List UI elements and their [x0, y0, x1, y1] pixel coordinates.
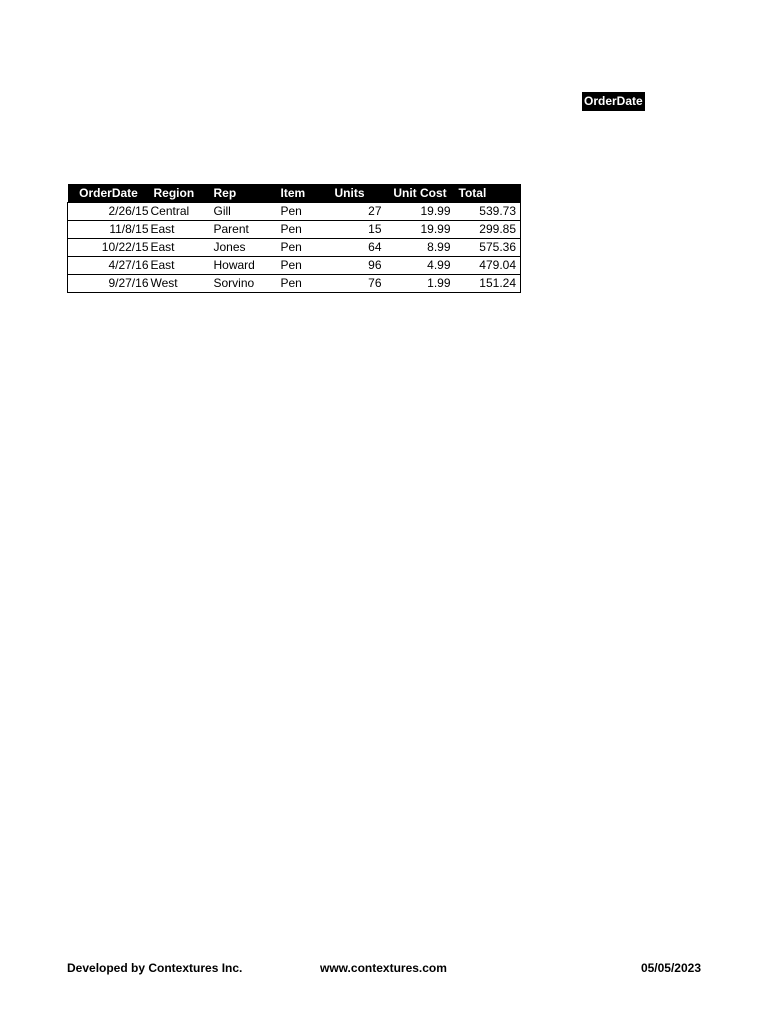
- cell-unit-cost[interactable]: 19.99: [386, 221, 455, 239]
- cell-orderdate[interactable]: 9/27/16: [68, 275, 150, 293]
- table-row: [68, 203, 521, 221]
- cell-unit-cost[interactable]: 8.99: [386, 239, 455, 257]
- cell-region[interactable]: East: [150, 239, 210, 257]
- column-header-orderdate[interactable]: OrderDate: [68, 184, 150, 203]
- cell-rep[interactable]: Gill: [210, 203, 277, 221]
- column-header-units[interactable]: Units: [331, 184, 386, 203]
- footer-website-link[interactable]: www.contextures.com: [320, 961, 447, 975]
- table-header-row: [68, 184, 521, 203]
- cell-unit-cost[interactable]: 4.99: [386, 257, 455, 275]
- cell-rep[interactable]: Jones: [210, 239, 277, 257]
- cell-region[interactable]: East: [150, 257, 210, 275]
- cell-item[interactable]: Pen: [277, 257, 331, 275]
- cell-item[interactable]: Pen: [277, 275, 331, 293]
- table-row: [68, 221, 521, 239]
- cell-item[interactable]: Pen: [277, 239, 331, 257]
- cell-total[interactable]: 575.36: [455, 239, 521, 257]
- cell-orderdate[interactable]: 4/27/16: [68, 257, 150, 275]
- cell-rep[interactable]: Howard: [210, 257, 277, 275]
- cell-unit-cost[interactable]: 19.99: [386, 203, 455, 221]
- cell-units[interactable]: 96: [331, 257, 386, 275]
- cell-orderdate[interactable]: 10/22/15: [68, 239, 150, 257]
- table-row: [68, 257, 521, 275]
- cell-total[interactable]: 151.24: [455, 275, 521, 293]
- cell-rep[interactable]: Sorvino: [210, 275, 277, 293]
- column-header-item[interactable]: Item: [277, 184, 331, 203]
- footer-date: 05/05/2023: [640, 961, 701, 975]
- cell-total[interactable]: 299.85: [455, 221, 521, 239]
- cell-orderdate[interactable]: 2/26/15: [68, 203, 150, 221]
- cell-total[interactable]: 539.73: [455, 203, 521, 221]
- cell-region[interactable]: West: [150, 275, 210, 293]
- cell-units[interactable]: 64: [331, 239, 386, 257]
- cell-item[interactable]: Pen: [277, 203, 331, 221]
- table-row: [68, 275, 521, 293]
- column-header-rep[interactable]: Rep: [210, 184, 277, 203]
- cell-unit-cost[interactable]: 1.99: [386, 275, 455, 293]
- criteria-header-orderdate: OrderDate: [582, 92, 645, 111]
- cell-units[interactable]: 15: [331, 221, 386, 239]
- orders-table: [67, 184, 521, 293]
- cell-orderdate[interactable]: 11/8/15: [68, 221, 150, 239]
- footer-developer-credit: Developed by Contextures Inc.: [67, 961, 243, 975]
- column-header-region[interactable]: Region: [150, 184, 210, 203]
- column-header-unit-cost[interactable]: Unit Cost: [386, 184, 455, 203]
- cell-region[interactable]: Central: [150, 203, 210, 221]
- cell-rep[interactable]: Parent: [210, 221, 277, 239]
- cell-region[interactable]: East: [150, 221, 210, 239]
- cell-total[interactable]: 479.04: [455, 257, 521, 275]
- cell-item[interactable]: Pen: [277, 221, 331, 239]
- table-row: [68, 239, 521, 257]
- column-header-total[interactable]: Total: [455, 184, 521, 203]
- cell-units[interactable]: 76: [331, 275, 386, 293]
- cell-units[interactable]: 27: [331, 203, 386, 221]
